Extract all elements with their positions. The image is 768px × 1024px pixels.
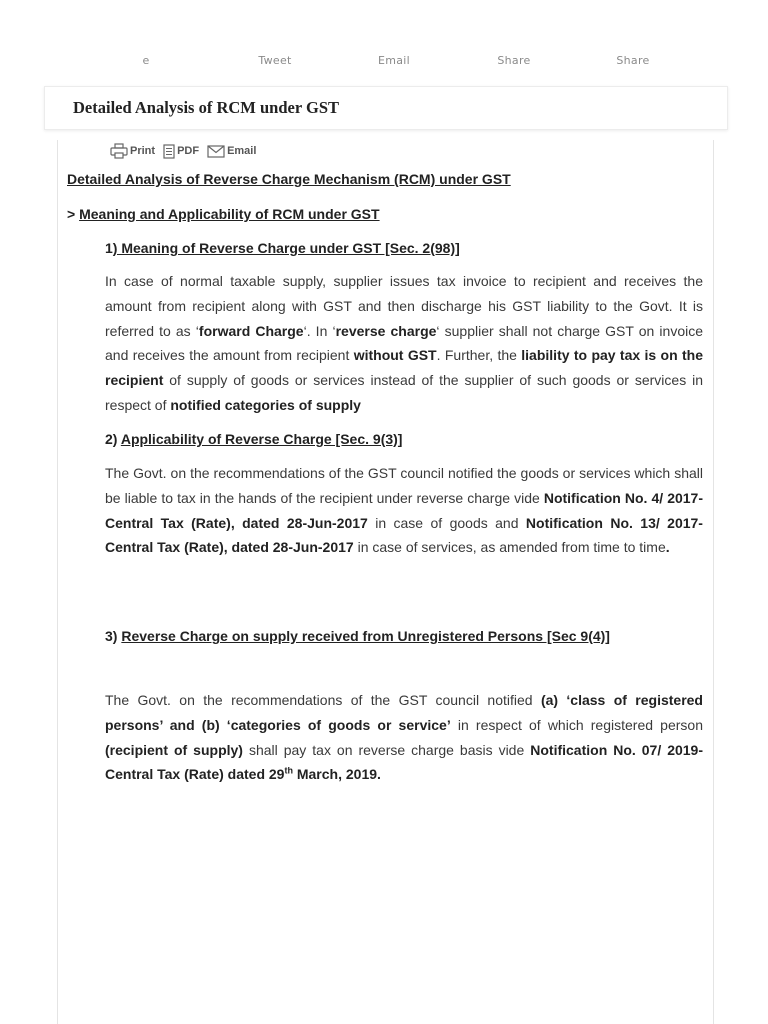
section-heading-text: Meaning and Applicability of RCM under GST: [79, 206, 380, 222]
item3-bold-2: (recipient of supply): [105, 741, 243, 758]
item3-heading-text: Reverse Charge on supply received from Unregistered Persons [Sec 9(4)]: [121, 628, 610, 644]
item3-bold-4: March, 2019.: [292, 766, 381, 783]
item3-text-1: The Govt. on the recommendations of the GST council notified: [105, 692, 541, 708]
item2-bold-2: Notification No. 13/ 2017-Central Tax (Rate), dated 28-Jun-2017: [105, 514, 703, 556]
item2-bold-3: .: [665, 539, 670, 556]
item3-bold-3: Notification No. 07/ 2019-Central Tax (Rate) dated 29: [105, 741, 703, 783]
item1-bold-4: liability to pay tax is on the recipient: [105, 347, 703, 389]
email-button[interactable]: [207, 145, 256, 158]
item1-text-5: of supply of goods or services instead of the supplier of such goods or services in respect of: [105, 372, 703, 413]
item1-bold-1: forward Charge: [198, 322, 304, 339]
pdf-label: PDF: [177, 145, 200, 157]
item2-text-1: The Govt. on the recommendations of the GST council notified the goods or services which shall be liable to tax in the hands of the recipient under reverse charge vide: [105, 465, 703, 506]
title-card: [44, 86, 728, 130]
share-link-e[interactable]: e: [142, 54, 150, 67]
printer-icon: [110, 143, 128, 159]
item3-paragraph: [105, 688, 703, 787]
item3-text-3: shall pay tax on reverse charge basis vide: [242, 741, 531, 758]
item2-paragraph: [105, 461, 703, 560]
item3-text-2: in respect of which registered person: [450, 716, 703, 733]
item1-bold-2: reverse charge: [335, 322, 437, 339]
print-button[interactable]: [110, 143, 155, 159]
item3-heading: [105, 628, 610, 644]
pdf-icon: [163, 144, 175, 159]
page-title: Detailed Analysis of RCM under GST: [73, 98, 340, 117]
item3-number: 3): [105, 628, 122, 644]
item1-text-2: ‘. In ‘: [303, 322, 336, 339]
item2-bold-1: Notification No. 4/ 2017-Central Tax (Rate), dated 28-Jun-2017: [105, 489, 703, 531]
print-tools: [110, 141, 264, 161]
section-heading: [67, 206, 380, 222]
item2-heading-text: Applicability of Reverse Charge [Sec. 9(3)]: [120, 431, 403, 447]
item2-text-2: in case of goods and: [367, 514, 526, 531]
item1-text-4: . Further, the: [436, 347, 522, 364]
item2-number: 2): [105, 431, 121, 447]
item2-text-3: in case of services, as amended from time to time: [353, 539, 666, 556]
item3-superscript: th: [284, 765, 293, 776]
section-prefix: >: [67, 206, 80, 222]
print-label: Print: [130, 145, 156, 157]
item1-paragraph: [105, 269, 703, 418]
item1-text-3: ‘ supplier shall not charge GST on invoice and receives the amount from recipient: [105, 322, 703, 364]
tweet-link[interactable]: Tweet: [258, 54, 292, 67]
share-link-1[interactable]: Share: [497, 54, 531, 67]
item1-bold-5: notified categories of supply: [170, 396, 361, 413]
share-bar: [0, 48, 768, 72]
item1-heading-text: ) Meaning of Reverse Charge under GST [Sec. 2(98)]: [112, 240, 460, 256]
item3-bold-1: (a) ‘class of registered persons’ and (b) ‘categories of goods or service’: [105, 692, 703, 733]
item1-heading: [105, 240, 460, 256]
email-label: Email: [227, 145, 257, 157]
email-share-link[interactable]: Email: [377, 54, 411, 67]
item2-heading: [105, 431, 402, 447]
article-main-heading: Detailed Analysis of Reverse Charge Mechanism (RCM) under GST: [67, 171, 511, 187]
share-link-2[interactable]: Share: [616, 54, 650, 67]
pdf-button[interactable]: [163, 144, 199, 159]
item1-text-1: In case of normal taxable supply, supplier issues tax invoice to recipient and receives the amount from recipient along with GST and then discharge his GST liability to the Govt. It is referred to as ‘: [105, 273, 703, 339]
envelope-icon: [207, 145, 225, 158]
item1-bold-3: without GST: [353, 347, 437, 364]
item1-number: 1: [105, 240, 113, 256]
